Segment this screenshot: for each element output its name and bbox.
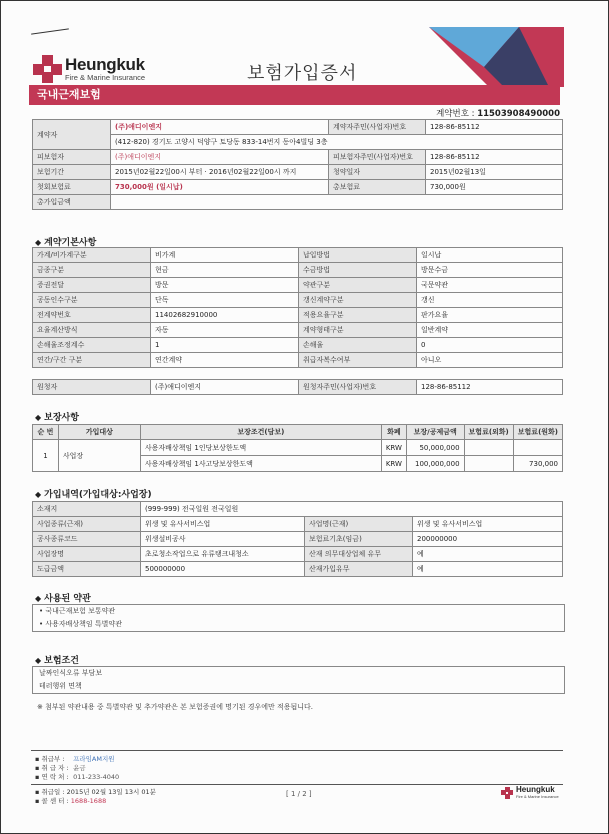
field-label: 사업종류(근재) xyxy=(33,517,141,532)
field-value: 자동 xyxy=(151,323,299,338)
field-label: 수금방법 xyxy=(299,263,417,278)
terms-list xyxy=(32,604,565,632)
field-value: 0 xyxy=(417,338,563,353)
footer-divider-2 xyxy=(31,784,563,785)
footnote: ※ 첨부된 약관내용 중 특별약관 및 추가약관은 본 보험증권에 명기된 경우에만 적용됩니다. xyxy=(37,703,313,711)
list-item: • 국내근재보험 보통약관 xyxy=(39,607,116,615)
logo-squares-icon xyxy=(501,787,513,799)
section-conditions-title: ◆ 보험조건 xyxy=(35,656,79,666)
field-label: 요율계산방식 xyxy=(33,323,151,338)
handler-info: ▪ 취급부 : 프라임AM지원 ▪ 취 급 자 : 윤금 ▪ 연 락 처 : 011-233-4040 xyxy=(35,755,120,781)
table-row xyxy=(33,263,563,278)
field-label: 사업장명 xyxy=(33,547,141,562)
field-value: 일시납 xyxy=(417,248,563,263)
field-value: 현금 xyxy=(151,263,299,278)
section-coverage-title: ◆ 보장사항 xyxy=(35,413,79,423)
table-row xyxy=(33,338,563,353)
field-value: 1 xyxy=(151,338,299,353)
field-value: 방문 xyxy=(151,278,299,293)
field-value: 예 xyxy=(413,562,563,577)
field-label: 전계약번호 xyxy=(33,308,151,323)
field-label: 산재가입유무 xyxy=(305,562,413,577)
field-value: 500000000 xyxy=(141,562,305,577)
field-value: 위생 및 유사서비스업 xyxy=(141,517,305,532)
field-label: 연간/구간 구분 xyxy=(33,353,151,368)
section-basics-title: ◆ 계약기본사항 xyxy=(35,238,97,248)
section-details-title: ◆ 가입내역(가입대상:사업장) xyxy=(35,490,152,500)
field-value: 판가요율 xyxy=(417,308,563,323)
page-indicator: [ 1 / 2 ] xyxy=(286,790,312,798)
footer-divider xyxy=(31,750,563,751)
brand-subtitle: Fire & Marine Insurance xyxy=(65,73,146,82)
table-row xyxy=(33,517,563,532)
coverage-table: 순 번 가입대상 보장조건(담보) 화폐 보장/공제금액 보험료(외화) 보험료(원화) 1 사업장 사용자배상책임 1인당보상한도액 KRW 50,000,000 사용자배상책임 1사고당보상한도액 KRW 100,000,000 730,000 xyxy=(32,424,563,472)
section-terms-title: ◆ 사용된 약관 xyxy=(35,594,91,604)
table-row xyxy=(33,547,563,562)
details-table: 소재지 (999-999) 전국일원 전국일원 사업종류(근재) 위생 및 유사서비스업 사업명(근재) 위생 및 유사서비스업 공사종류코드 위생설비공사 보험료기초(임금) 200000000 사업장명 초로청소작업으로 유류탱크내청소 산재 의무대상업체 유무 예 도급금액 500000000 산재가입유무 예 xyxy=(32,501,563,577)
field-label: 손해율 xyxy=(299,338,417,353)
field-value: 200000000 xyxy=(413,532,563,547)
field-label: 증권전달 xyxy=(33,278,151,293)
document-title: 보험가입증서 xyxy=(247,63,358,84)
origin-contractor-table: 원청자 (주)애디이엔지 원청자주민(사업자)번호 128-86-85112 xyxy=(32,379,563,395)
field-value: 방문수금 xyxy=(417,263,563,278)
brand-name: Heungkuk xyxy=(65,55,145,74)
table-row xyxy=(33,532,563,547)
field-value: 11402682910000 xyxy=(151,308,299,323)
field-label: 공동인수구분 xyxy=(33,293,151,308)
list-item: 테러행위 면책 xyxy=(39,682,82,690)
corner-decoration-graphic xyxy=(429,27,564,87)
field-label: 사업명(근재) xyxy=(305,517,413,532)
field-value: 초로청소작업으로 유류탱크내청소 xyxy=(141,547,305,562)
field-label: 납입방법 xyxy=(299,248,417,263)
field-value: 갱신 xyxy=(417,293,563,308)
contract-party-table: 계약자 (주)애디이엔지 계약자주민(사업자)번호 128-86-85112 (412-820) 경기도 고양시 덕양구 토당동 833-14번지 동아4빌딩 3층 피보험자 (주)애디이엔지 피보험자주민(사업자)번호 128-86-85112 보험기간 2015년02월22일00시 부터 · 2016년02월22일00시 까지 청약일자 2015년02월13일 첫회보험료 730,000원 (일시납) 총보험료 730,000원 총가입금액 xyxy=(32,119,563,210)
list-item: 날짜인식오류 부담보 xyxy=(39,669,103,677)
field-label: 공사종류코드 xyxy=(33,532,141,547)
field-label: 계약형태구분 xyxy=(299,323,417,338)
logo-squares-icon xyxy=(33,55,61,83)
field-label: 보험료기초(임금) xyxy=(305,532,413,547)
field-value: 아니오 xyxy=(417,353,563,368)
footer-logo: Heungkuk Fire & Marine Insurance xyxy=(501,786,559,799)
field-label: 가계/비가계구분 xyxy=(33,248,151,263)
field-label: 취급자복수여부 xyxy=(299,353,417,368)
field-value: 단독 xyxy=(151,293,299,308)
field-label: 산재 의무대상업체 유무 xyxy=(305,547,413,562)
field-label: 약관구분 xyxy=(299,278,417,293)
table-row xyxy=(33,323,563,338)
conditions-list xyxy=(32,666,565,694)
field-value: 일반계약 xyxy=(417,323,563,338)
field-value: 연간계약 xyxy=(151,353,299,368)
field-value: 위생 및 유사서비스업 xyxy=(413,517,563,532)
table-row xyxy=(33,293,563,308)
table-row xyxy=(33,562,563,577)
field-value: 비가계 xyxy=(151,248,299,263)
field-label: 적용요율구분 xyxy=(299,308,417,323)
field-label: 도급금액 xyxy=(33,562,141,577)
contract-number: 계약번호 : 11503908490000 xyxy=(436,109,560,119)
issue-info: ▪ 취급일 : 2015년 02월 13일 13시 01분 ▪ 콜 센 터 : 1688-1688 xyxy=(35,788,156,805)
table-row xyxy=(33,353,563,368)
pen-mark xyxy=(31,28,69,34)
table-row xyxy=(33,278,563,293)
field-label: 금종구분 xyxy=(33,263,151,278)
basics-table xyxy=(32,247,563,368)
field-value: 국문약관 xyxy=(417,278,563,293)
field-label: 손해율조정계수 xyxy=(33,338,151,353)
table-row xyxy=(33,308,563,323)
product-banner: 국내근재보험 xyxy=(29,85,560,105)
company-logo xyxy=(33,55,145,83)
field-label: 갱신계약구분 xyxy=(299,293,417,308)
list-item: • 사용자배상책임 특별약관 xyxy=(39,620,122,628)
field-value: 위생설비공사 xyxy=(141,532,305,547)
field-value: 예 xyxy=(413,547,563,562)
table-row xyxy=(33,248,563,263)
